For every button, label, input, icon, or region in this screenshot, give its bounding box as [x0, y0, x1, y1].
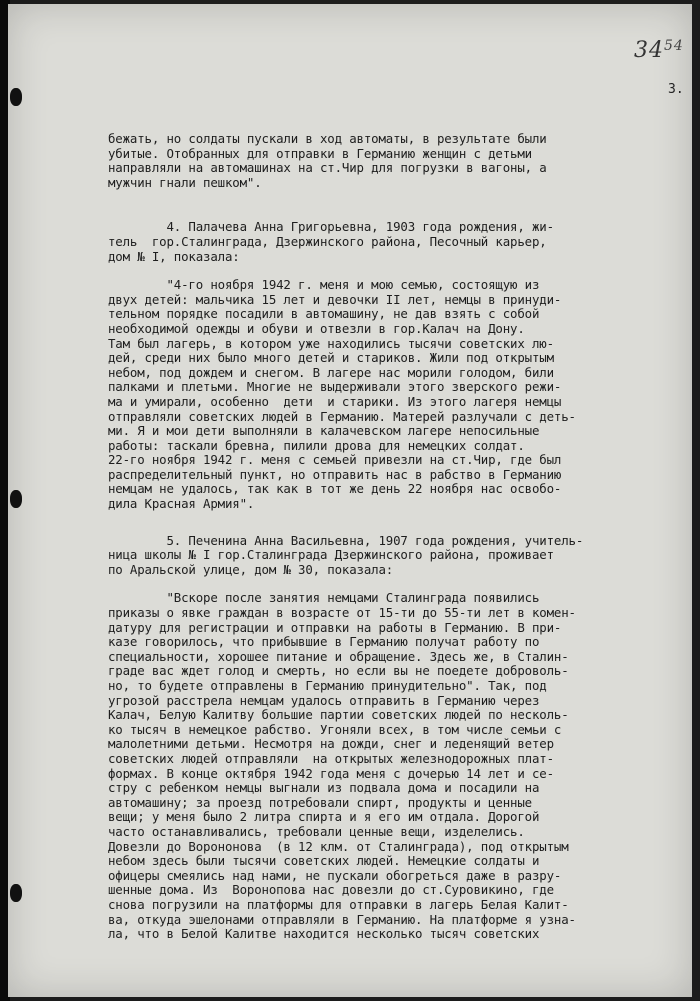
text-line: ница школы № I гор.Сталинграда Дзержинского района, проживает	[108, 547, 554, 563]
text-line: тель гор.Сталинграда, Дзержинского района, Песочный карьер,	[108, 233, 547, 249]
text-line: направляли на автомашинах на ст.Чир для погрузки в вагоны, а	[108, 160, 547, 176]
text-line: стру с ребенком немцы выгнали из подвала дома и посадили на	[108, 780, 540, 796]
text-line: ко тысяч в немецкое рабство. Угоняли всех, в том числе семьи с	[108, 721, 562, 737]
text-line: ма и умирали, особенно дети и старики. Из этого лагеря немцы	[108, 393, 562, 409]
text-line: небом, под дождем и снегом. В лагере нас морили голодом, били	[108, 364, 554, 380]
text-line: 4. Палачева Анна Григорьевна, 1903 года рождения, жи-	[108, 219, 554, 235]
text-line: часто останавливались, требовали ценные вещи, изделелись.	[108, 823, 525, 839]
text-line: "4-го ноября 1942 г. меня и мою семью, состоящую из	[108, 277, 540, 293]
binder-hole	[10, 490, 22, 508]
text-line: офицеры смеялись над нами, не пускали обогреться даже в разру-	[108, 867, 562, 883]
text-line: но, то будете отправлены в Германию принудительно". Так, под	[108, 678, 547, 693]
text-line: специальности, хорошее питание и обращение. Здесь же, в Сталин-	[108, 648, 569, 664]
text-line: автомашину; за проезд потребовали спирт, продукты и ценные	[108, 794, 532, 810]
paragraph-4-witness-heading	[108, 534, 684, 578]
text-line: палками и плетьми. Многие не выдерживали этого зверского режи-	[108, 379, 562, 395]
text-line: датуру для регистрации и отправки на работы в Германию. В при-	[108, 619, 562, 635]
text-line: дей, среди них было много детей и стариков. Жили под открытым	[108, 350, 554, 366]
text-line: ми. Я и мои дети выполняли в калачевском лагере непосильные	[108, 423, 540, 439]
text-line: шенные дома. Из Воронопова нас довезли до ст.Суровикино, где	[108, 882, 554, 898]
text-line: ла, что в Белой Калитве находится несколько тысяч советских	[108, 926, 540, 942]
text-line: формах. В конце октября 1942 года меня с дочерью 14 лет и се-	[108, 765, 554, 781]
text-line: бежать, но солдаты пускали в ход автоматы, в результате были	[108, 131, 547, 146]
text-line: Калач, Белую Калитву большие партии советских людей по несколь-	[108, 707, 569, 723]
text-line: небом здесь были тысячи советских людей. Немецкие солдаты и	[108, 853, 540, 869]
document-page	[8, 4, 692, 997]
paragraph-2-witness-heading	[108, 220, 684, 264]
text-line: приказы о явке граждан в возрасте от 15-ти до 55-ти лет в комен-	[108, 605, 576, 621]
text-line: Там был лагерь, в котором уже находились тысячи советских лю-	[108, 335, 554, 351]
binder-hole	[10, 88, 22, 106]
binder-hole	[10, 884, 22, 902]
text-line: 5. Печенина Анна Васильевна, 1907 года рождения, учитель-	[108, 532, 584, 548]
text-line: распределительный пункт, но отправить нас в рабство в Германию	[108, 466, 562, 482]
text-line: работы: таскали бревна, пилили дрова для немецких солдат.	[108, 437, 525, 453]
paragraph-1	[108, 132, 684, 190]
text-line: малолетними детьми. Несмотря на дожди, снег и леденящий ветер	[108, 736, 554, 752]
text-line: по Аральской улице, дом № 30, показала:	[108, 561, 394, 577]
text-line: Довезли до Ворононова (в 12 клм. от Сталинграда), под открытым	[108, 838, 569, 854]
text-line: дом № I, показала:	[108, 248, 240, 264]
text-line: граде вас ждет голод и смерть, но если вы не поедете доброволь-	[108, 663, 569, 679]
archive-folio-number: $34^{54}$	[634, 38, 684, 63]
paragraph-5-testimony	[108, 591, 684, 941]
text-line: советских людей отправляли на открытых железнодорожных плат-	[108, 750, 554, 766]
text-line: "Вскоре после занятия немцами Сталинграда появились	[108, 590, 540, 606]
document-body	[108, 132, 684, 942]
page-number: 3.	[668, 82, 684, 97]
text-line: мужчин гнали пешком".	[108, 174, 262, 190]
text-line: ва, откуда эшелонами отправляли в Германию. На платформе я узна-	[108, 911, 576, 927]
text-line: казе говорилось, что прибывшие в Германию получат работу по	[108, 634, 540, 650]
text-line: 22-го ноября 1942 г. меня с семьей привезли на ст.Чир, где был	[108, 452, 562, 468]
text-line: вещи; у меня было 2 литра спирта и я его им отдала. Дорогой	[108, 809, 540, 825]
text-line: необходимой одежды и обуви и отвезли в гор.Калач на Дону.	[108, 320, 525, 336]
text-line: двух детей: мальчика 15 лет и девочки II лет, немцы в принуди-	[108, 291, 562, 307]
text-line: немцам не удалось, так как в тот же день 22 ноября нас освобо-	[108, 481, 562, 497]
text-line: отправляли советских людей в Германию. Матерей разлучали с деть-	[108, 408, 576, 424]
text-line: дила Красная Армия".	[108, 496, 255, 512]
text-line: тельном порядке посадили в автомашину, не дав взять с собой	[108, 306, 540, 322]
paragraph-3-testimony	[108, 278, 684, 512]
text-line: угрозой расстрела немцам удалось отправить в Германию через	[108, 692, 540, 708]
text-line: снова погрузили на платформы для отправки в лагерь Белая Калит-	[108, 896, 569, 912]
text-line: убитые. Отобранных для отправки в Германию женщин с детьми	[108, 145, 532, 161]
